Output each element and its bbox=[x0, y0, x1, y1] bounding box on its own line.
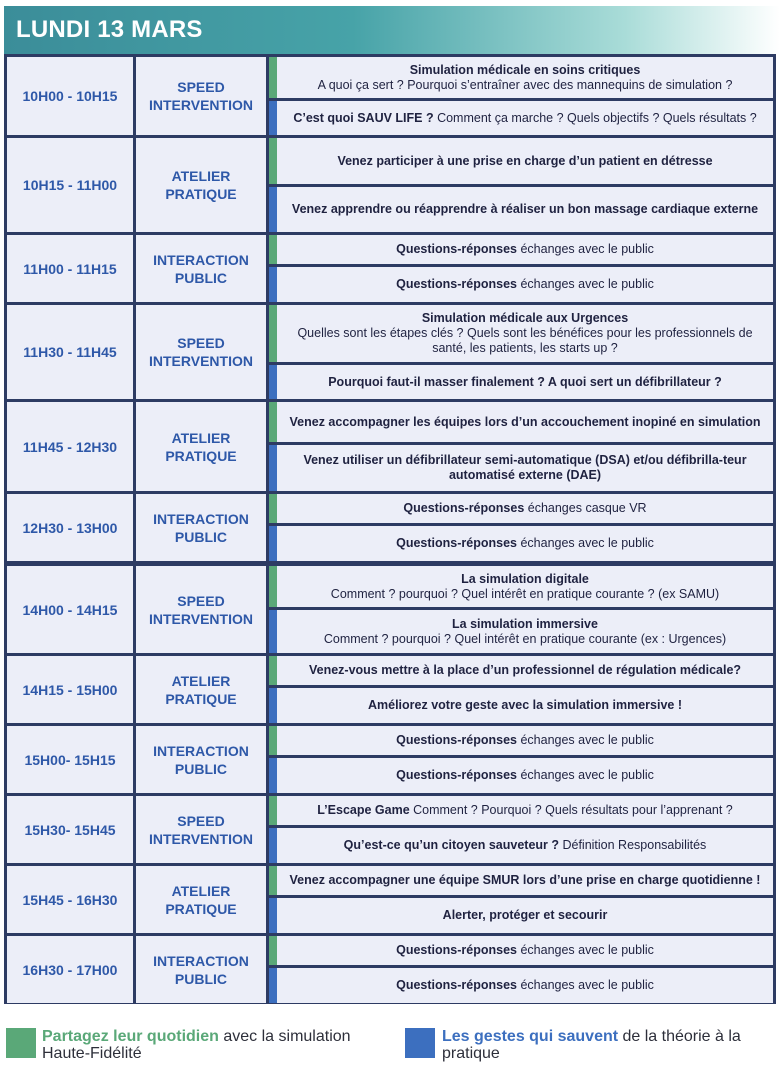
activity-cell bbox=[277, 526, 773, 561]
activity-cell bbox=[277, 796, 773, 825]
activity-title: Questions-réponses bbox=[396, 943, 517, 957]
legend-blue-text bbox=[442, 1028, 778, 1062]
green-marker bbox=[269, 138, 277, 184]
activity-description: échanges casque VR bbox=[524, 501, 647, 515]
activity-description: échanges avec le public bbox=[516, 943, 654, 957]
green-marker bbox=[269, 726, 277, 755]
time-slot: 15H00- 15H15 bbox=[7, 726, 133, 793]
activity-title: La simulation digitale bbox=[461, 571, 589, 586]
time-slot: 15H30- 15H45 bbox=[7, 796, 133, 863]
activity-title: Venez apprendre ou réapprendre à réaliser un bon massage cardiaque externe bbox=[291, 202, 759, 216]
session-type bbox=[136, 796, 266, 863]
activity-cell bbox=[277, 187, 773, 232]
blue-marker bbox=[269, 688, 277, 723]
activity-title: C’est quoi SAUV LIFE ? bbox=[293, 110, 434, 125]
legend-blue-swatch bbox=[405, 1028, 435, 1058]
activity-cell bbox=[277, 138, 773, 184]
session-type bbox=[136, 138, 266, 232]
session-type bbox=[136, 494, 266, 561]
time-slot: 14H15 - 15H00 bbox=[7, 656, 133, 723]
time-slot: 14H00 - 14H15 bbox=[7, 566, 133, 653]
blue-marker bbox=[269, 267, 277, 302]
activity-title: Venez utiliser un défibrillateur semi-automatique (DSA) et/ou défibrilla-teur automatisé externe (DAE) bbox=[303, 453, 747, 482]
activity-title: Venez accompagner une équipe SMUR lors d’une prise en charge quotidienne ! bbox=[289, 873, 761, 887]
session-type-label: ATELIER PRATIQUE bbox=[165, 672, 237, 707]
session-type-label: ATELIER PRATIQUE bbox=[165, 429, 237, 464]
blue-marker bbox=[269, 758, 277, 793]
activity-cell bbox=[277, 688, 773, 723]
legend-green-rest: avec la simulation Haute-Fidélité bbox=[42, 1028, 351, 1062]
activity-title: Questions-réponses bbox=[396, 733, 517, 747]
activity-description: Comment ça marche ? Quels objectifs ? Quels résultats ? bbox=[433, 110, 757, 125]
blue-marker bbox=[269, 610, 277, 653]
legend-green-swatch bbox=[6, 1028, 36, 1058]
green-marker bbox=[269, 235, 277, 264]
activity-title: Alerter, protéger et secourir bbox=[442, 908, 608, 922]
activity-description: Quelles sont les étapes clés ? Quels sont les bénéfices pour les professionnels de santé, les patients, les starts up ? bbox=[297, 326, 753, 355]
activity-description: Comment ? pourquoi ? Quel intérêt en pratique courante (ex : Urgences) bbox=[323, 631, 727, 646]
activity-cell bbox=[277, 402, 773, 442]
session-type bbox=[136, 235, 266, 302]
session-type-label: INTERACTION PUBLIC bbox=[153, 742, 249, 777]
activity-cell bbox=[277, 758, 773, 793]
legend-blue-highlight: Les gestes qui sauvent bbox=[442, 1028, 619, 1045]
green-marker bbox=[269, 494, 277, 523]
activity-description: Définition Responsabilités bbox=[559, 838, 707, 852]
session-type-label: INTERACTION PUBLIC bbox=[153, 952, 249, 987]
session-type bbox=[136, 57, 266, 135]
blue-marker bbox=[269, 898, 277, 933]
activity-cell bbox=[277, 101, 773, 135]
session-type bbox=[136, 726, 266, 793]
activity-title: Questions-réponses bbox=[396, 768, 517, 782]
session-type-label: ATELIER PRATIQUE bbox=[165, 882, 237, 917]
activity-title: Venez-vous mettre à la place d’un professionnel de régulation médicale? bbox=[308, 663, 742, 677]
session-type-label: INTERACTION PUBLIC bbox=[153, 251, 249, 286]
schedule-row bbox=[4, 305, 776, 399]
legend-green-highlight: Partagez leur quotidien bbox=[42, 1028, 219, 1045]
activity-description: Comment ? Pourquoi ? Quels résultats pour l’apprenant ? bbox=[409, 803, 733, 817]
blue-marker bbox=[269, 828, 277, 863]
activity-title: Questions-réponses bbox=[396, 978, 517, 992]
schedule-row bbox=[4, 138, 776, 232]
schedule-row bbox=[4, 402, 776, 491]
session-type bbox=[136, 305, 266, 399]
activity-title: Questions-réponses bbox=[396, 277, 517, 291]
activity-description: échanges avec le public bbox=[516, 733, 654, 747]
activity-title: L’Escape Game bbox=[317, 803, 410, 817]
activity-title: Pourquoi faut-il masser finalement ? A quoi sert un défibrillateur ? bbox=[328, 374, 722, 389]
schedule-row bbox=[4, 866, 776, 933]
activity-description: échanges avec le public bbox=[516, 978, 654, 992]
schedule-table bbox=[4, 54, 776, 1004]
time-slot: 11H30 - 11H45 bbox=[7, 305, 133, 399]
activity-title: La simulation immersive bbox=[452, 616, 598, 631]
green-marker bbox=[269, 796, 277, 825]
blue-marker bbox=[269, 365, 277, 399]
activity-title: Simulation médicale aux Urgences bbox=[421, 311, 629, 325]
green-marker bbox=[269, 566, 277, 607]
activity-cell bbox=[277, 305, 773, 362]
activity-cell bbox=[277, 936, 773, 965]
schedule-row bbox=[4, 57, 776, 135]
green-marker bbox=[269, 656, 277, 685]
session-type-label: SPEED INTERVENTION bbox=[149, 335, 253, 369]
activity-cell bbox=[277, 267, 773, 302]
activity-title: Venez accompagner les équipes lors d’un accouchement inopiné en simulation bbox=[289, 414, 761, 429]
time-slot: 11H00 - 11H15 bbox=[7, 235, 133, 302]
blue-marker bbox=[269, 187, 277, 232]
activity-cell bbox=[277, 610, 773, 653]
session-type-label: SPEED INTERVENTION bbox=[149, 812, 253, 847]
schedule-row bbox=[4, 235, 776, 302]
legend-blue-rest: de la théorie à la pratique bbox=[442, 1028, 741, 1062]
blue-marker bbox=[269, 526, 277, 561]
activity-description: échanges avec le public bbox=[516, 536, 654, 550]
schedule-row bbox=[4, 796, 776, 863]
schedule-row bbox=[4, 936, 776, 1003]
activity-title: Améliorez votre geste avec la simulation immersive ! bbox=[367, 698, 683, 712]
activity-cell bbox=[277, 898, 773, 933]
activity-description: échanges avec le public bbox=[516, 277, 654, 291]
session-type bbox=[136, 936, 266, 1003]
session-type-label: ATELIER PRATIQUE bbox=[165, 168, 237, 202]
activity-description: échanges avec le public bbox=[516, 768, 654, 782]
day-title: LUNDI 13 MARS bbox=[16, 16, 203, 43]
activity-title: Questions-réponses bbox=[403, 501, 525, 515]
activity-title: Venez participer à une prise en charge d’un patient en détresse bbox=[337, 153, 713, 168]
activity-title: Simulation médicale en soins critiques bbox=[409, 62, 641, 77]
session-type-label: SPEED INTERVENTION bbox=[149, 592, 253, 627]
blue-marker bbox=[269, 968, 277, 1003]
blue-marker bbox=[269, 445, 277, 491]
activity-title: Questions-réponses bbox=[396, 536, 517, 550]
activity-cell bbox=[277, 445, 773, 491]
session-type-label: SPEED INTERVENTION bbox=[149, 79, 253, 113]
blue-marker bbox=[269, 101, 277, 135]
activity-description: échanges avec le public bbox=[516, 242, 654, 256]
schedule-row bbox=[4, 566, 776, 653]
time-slot: 16H30 - 17H00 bbox=[7, 936, 133, 1003]
green-marker bbox=[269, 402, 277, 442]
green-marker bbox=[269, 866, 277, 895]
time-slot: 12H30 - 13H00 bbox=[7, 494, 133, 561]
time-slot: 10H15 - 11H00 bbox=[7, 138, 133, 232]
activity-description: A quoi ça sert ? Pourquoi s’entraîner avec des mannequins de simulation ? bbox=[317, 77, 733, 92]
activity-cell bbox=[277, 235, 773, 264]
time-slot: 10H00 - 10H15 bbox=[7, 57, 133, 135]
activity-cell bbox=[277, 365, 773, 399]
activity-title: Qu’est-ce qu’un citoyen sauveteur ? bbox=[343, 838, 559, 852]
day-header bbox=[4, 6, 780, 54]
time-slot: 11H45 - 12H30 bbox=[7, 402, 133, 491]
legend-green-text bbox=[42, 1028, 362, 1062]
green-marker bbox=[269, 57, 277, 98]
activity-cell bbox=[277, 566, 773, 607]
activity-cell bbox=[277, 968, 773, 1003]
activity-cell bbox=[277, 57, 773, 98]
session-type bbox=[136, 656, 266, 723]
session-type bbox=[136, 402, 266, 491]
activity-cell bbox=[277, 494, 773, 523]
time-slot: 15H45 - 16H30 bbox=[7, 866, 133, 933]
green-marker bbox=[269, 305, 277, 362]
activity-title: Questions-réponses bbox=[396, 242, 517, 256]
activity-description: Comment ? pourquoi ? Quel intérêt en pratique courante ? (ex SAMU) bbox=[330, 586, 720, 601]
activity-cell bbox=[277, 656, 773, 685]
activity-cell bbox=[277, 828, 773, 863]
session-type bbox=[136, 866, 266, 933]
schedule-row bbox=[4, 494, 776, 561]
session-type-label: INTERACTION PUBLIC bbox=[153, 510, 249, 545]
activity-cell bbox=[277, 726, 773, 755]
schedule-row bbox=[4, 656, 776, 723]
session-type bbox=[136, 566, 266, 653]
green-marker bbox=[269, 936, 277, 965]
schedule-row bbox=[4, 726, 776, 793]
activity-cell bbox=[277, 866, 773, 895]
